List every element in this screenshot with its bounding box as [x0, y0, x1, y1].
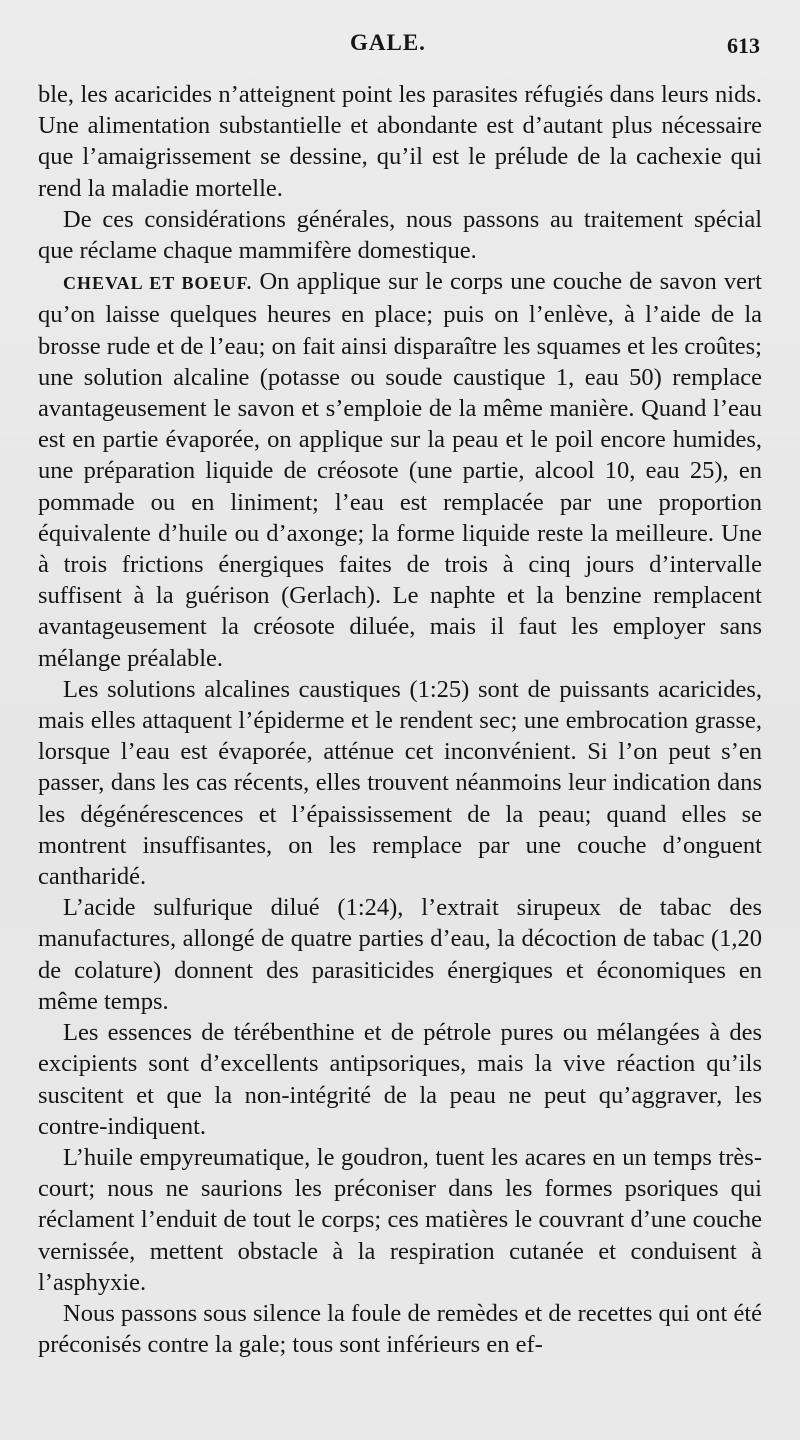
running-title: GALE. [350, 30, 426, 55]
paragraph-text: L’huile empyreumatique, le goudron, tuent les acares en un temps très-court; nous ne saurions les préconiser dans les formes psoriques qui réclament l’enduit de tout le corps; ces matières le couvrant d’une couche vernissée, mettent obstacle à la respiration cutanée et conduisent à l’asphyxie. [38, 1143, 762, 1296]
paragraph-text: ble, les acaricides n’atteignent point les parasites réfugiés dans leurs nids. Une alimentation substantielle et abondante est d’autant plus nécessaire que l’amaigrissement se dessine, qu’il est le prélude de la cachexie qui rend la maladie mortelle. [38, 81, 762, 202]
paragraph-remedies [38, 1298, 762, 1360]
paragraph-continued [38, 79, 762, 204]
running-head [0, 30, 800, 64]
paragraph-text: Nous passons sous silence la foule de remèdes et de recettes qui ont été préconisés contre la gale; tous sont inférieurs en ef- [38, 1299, 762, 1359]
paragraph-text: On applique sur le corps une couche de savon vert qu’on laisse quelques heures en place; puis on l’enlève, à l’aide de la brosse rude et de l’eau; on fait ainsi disparaître les squames et les croûtes; une solution alcaline (potasse ou soude caustique 1, eau 50) remplace avantageusement le savon et s’emploie de la même manière. Quand l’eau est en partie évaporée, on applique sur la peau et le poil encore humides, une préparation liquide de créosote (une partie, alcool 10, eau 25), en pommade ou en liniment; l’eau est remplacée par une proportion équivalente d’huile ou d’axonge; la forme liquide reste la meilleure. Une à trois frictions énergiques faites de trois à cinq jours d’intervalle suffisent à la guérison (Gerlach). Le naphte et la benzine remplacent avantageusement la créosote diluée, mais il faut les employer sans mélange préalable. [38, 268, 762, 672]
paragraph-text: De ces considérations générales, nous passons au traitement spécial que réclame chaque mammifère domestique. [38, 205, 762, 265]
paragraph-sulfuric-acid [38, 892, 762, 1017]
paragraph-general-considerations [38, 204, 762, 266]
paragraph-empyreumatic-oil [38, 1142, 762, 1298]
paragraph-alkaline-solutions [38, 674, 762, 892]
paragraph-horse-and-ox [38, 266, 762, 674]
paragraph-text: Les solutions alcalines caustiques (1:25) sont de puissants acaricides, mais elles attaquent l’épiderme et le rendent sec; une embrocation grasse, lorsque l’eau est évaporée, atténue cet inconvénient. Si l’on peut s’en passer, dans les cas récents, elles trouvent néanmoins leur indication dans les dégénérescences et l’épaississement de la peau; quand elles se montrent insuffisantes, on les remplace par une couche d’onguent cantharidé. [38, 675, 762, 891]
section-lead: CHEVAL ET BOEUF. [63, 273, 253, 294]
paragraph-text: L’acide sulfurique dilué (1:24), l’extrait sirupeux de tabac des manufactures, allongé de quatre parties d’eau, la décoction de tabac (1,20 de colature) donnent des parasiticides énergiques et économiques en même temps. [38, 894, 762, 1015]
page-number: 613 [727, 33, 760, 58]
body-text [38, 79, 762, 1360]
paragraph-text: Les essences de térébenthine et de pétrole pures ou mélangées à des excipients sont d’excellents antipsoriques, mais la vive réaction qu’ils suscitent et que la non-intégrité de la peau ne peut qu’aggraver, les contre-indiquent. [38, 1019, 762, 1140]
paragraph-essences [38, 1017, 762, 1142]
